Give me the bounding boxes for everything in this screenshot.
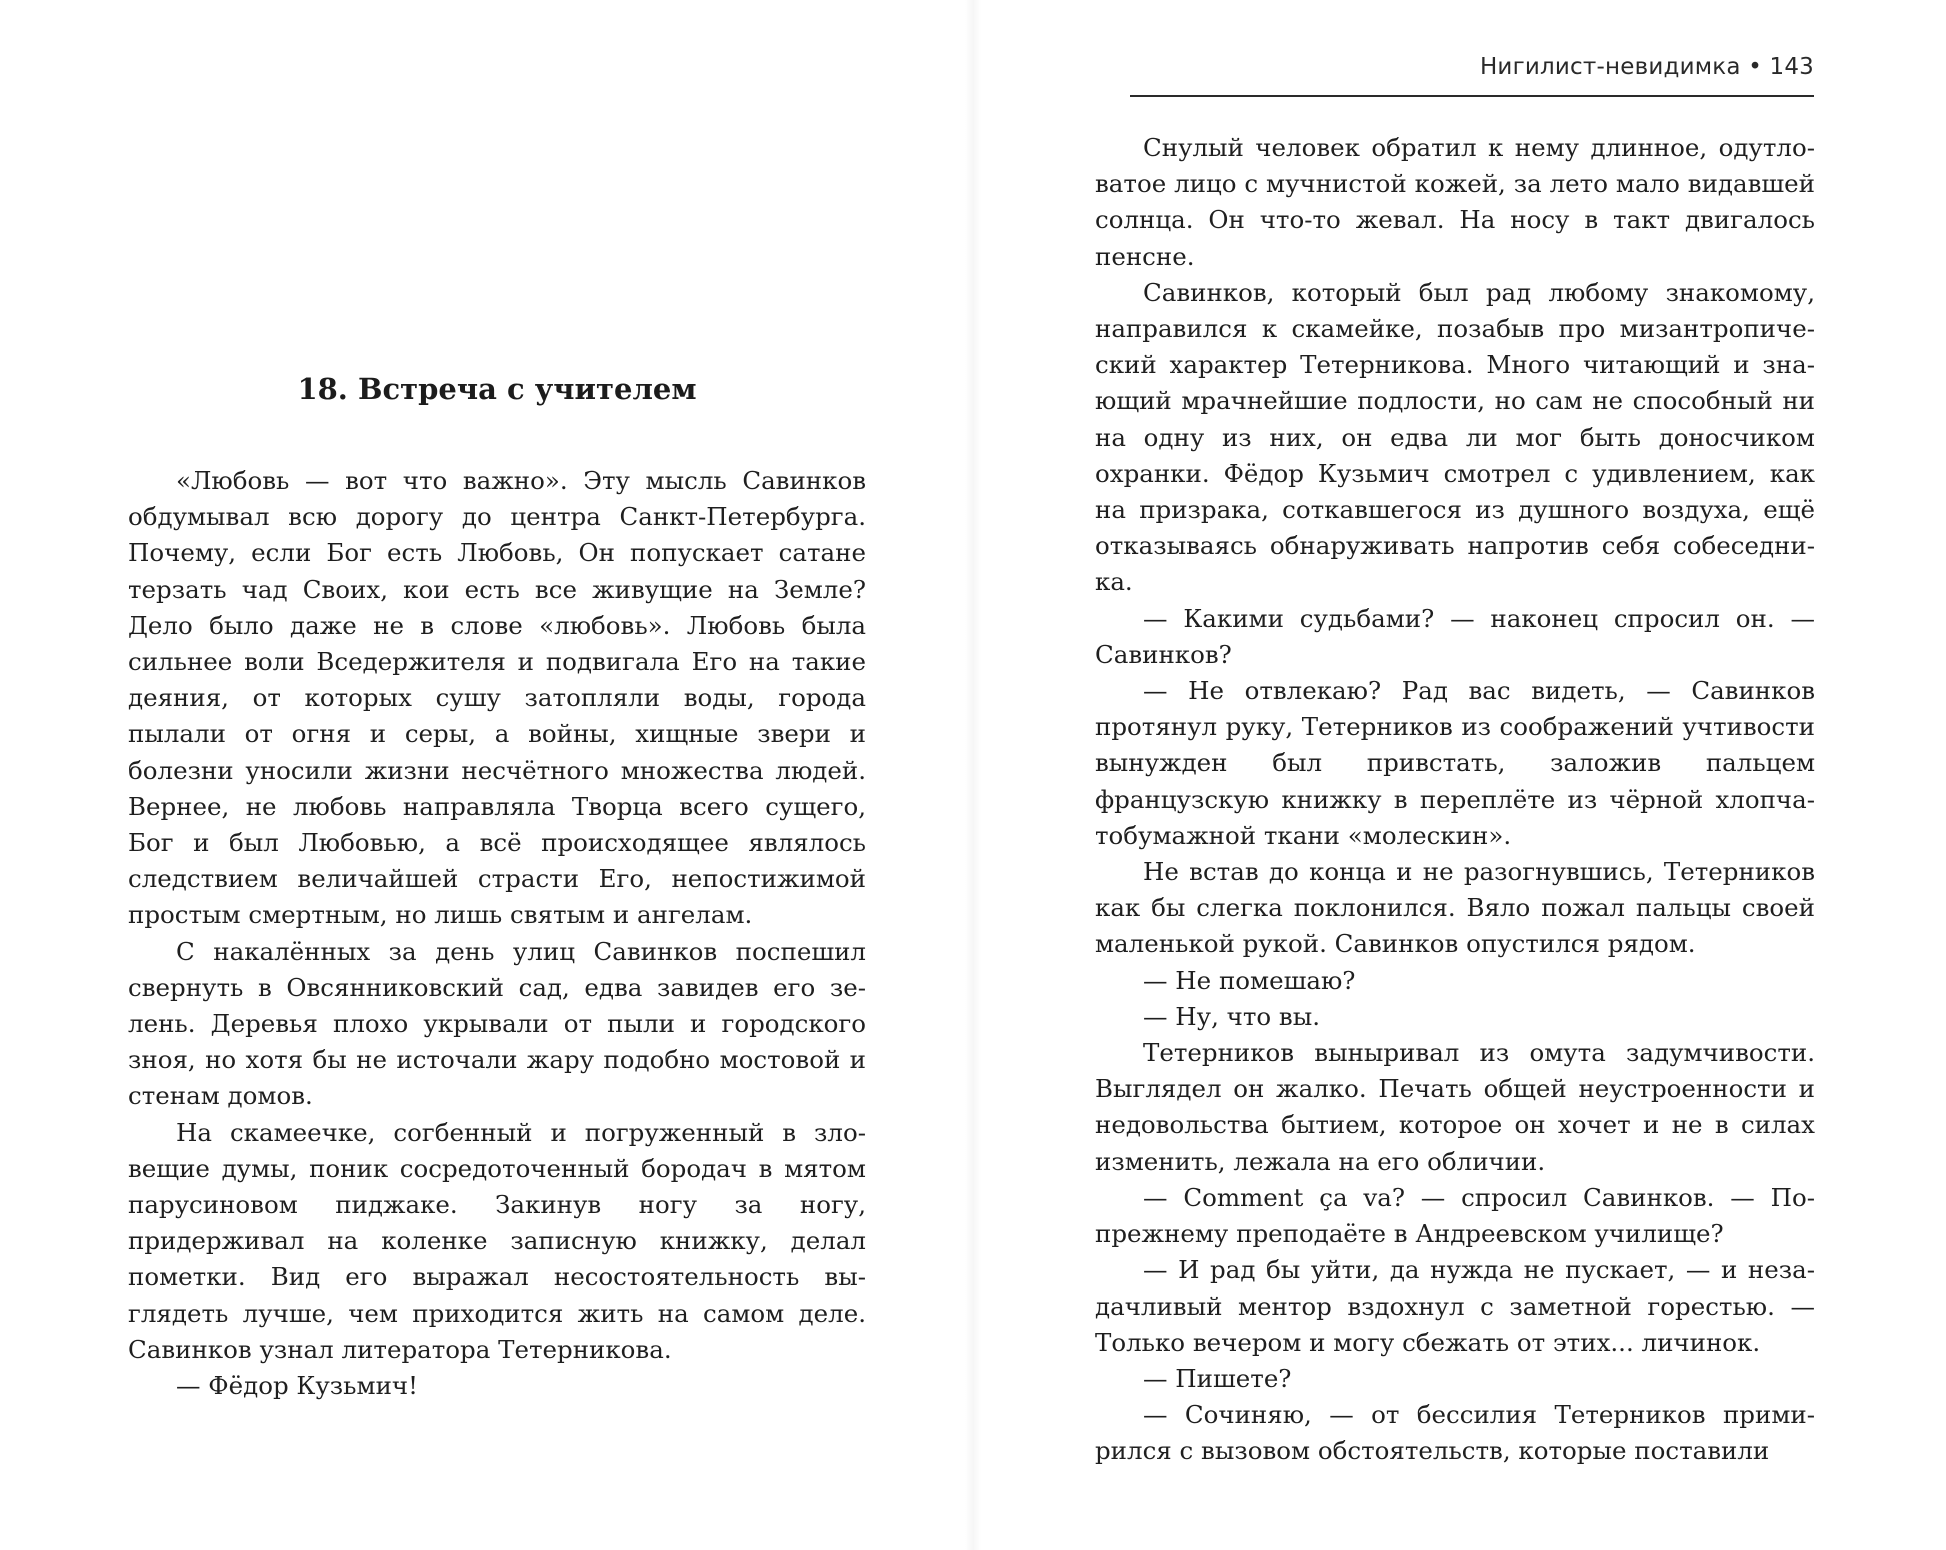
page-number: 143	[1769, 54, 1814, 80]
paragraph: Савинков, который был рад любому знакомому, направился к скамейке, позабыв про мизантропический характер Тетерникова. Много читающий и знающий мрачнейшие подлости, но сам не способный ни на одну из них, он едва ли мог быть доносчиком охранки. Фёдор Кузьмич смотрел с удивлением, как на призрака, соткавшегося из душного воздуха, ещё отказываясь обнаруживать напротив себя собеседника.	[1095, 277, 1815, 597]
paragraph: — Какими судьбами? — наконец спросил он. — Савинков?	[1095, 603, 1815, 669]
header-rule	[1130, 95, 1814, 97]
right-page-text	[1095, 130, 1815, 1470]
left-page-text	[128, 463, 866, 1404]
running-header-title: Нигилист-невидимка	[1479, 54, 1741, 80]
paragraph: «Любовь — вот что важно». Эту мысль Савинков обдумывал всю дорогу до центра Санкт-Петербурга. Почему, если Бог есть Любовь, Он попускает сатане терзать чад Своих, кои есть все живущие на Земле? Дело было даже не в слове «любовь». Любовь была сильнее воли Вседержителя и подвигала Его на такие деяния, от которых сушу затопляли воды, города пылали от огня и серы, а войны, хищные звери и болезни уносили жизни несчётного множества людей. Вернее, не любовь направляла Творца всего сущего, Бог и был Любовью, а всё происходящее являлось следствием величайшей страсти Его, непостижимой простым смертным, но лишь святым и ангелам.	[128, 466, 866, 930]
paragraph: Не встав до конца и не разогнувшись, Тетерников как бы слегка поклонился. Вяло пожал пальцы своей маленькой рукой. Савинков опустился рядом.	[1095, 857, 1815, 959]
paragraph: — Сочиняю, — от бессилия Тетерников примирился с вызовом обстоятельств, которые поставили	[1095, 1400, 1815, 1466]
right-page	[973, 0, 1946, 1550]
chapter-title: 18. Встреча с учителем	[297, 372, 697, 406]
paragraph: — Пишете?	[1143, 1363, 1292, 1393]
paragraph: Снулый человек обратил к нему длинное, одутловатое лицо с мучнистой кожей, за лето мало видавшей солнца. Он что-то жевал. На носу в такт двигалось пенсне.	[1095, 133, 1815, 271]
paragraph: — Не помешаю?	[1143, 965, 1356, 995]
paragraph: На скамеечке, согбенный и погруженный в зловещие думы, поник сосредоточенный бородач в мятом парусиновом пиджаке. Закинув ногу за ногу, придерживал на коленке записную книжку, делал пометки. Вид его выражал несостоятельность выглядеть лучше, чем приходится жить на самом деле. Савинков узнал литератора Тетерникова.	[128, 1117, 866, 1364]
paragraph: — Фёдор Кузьмич!	[176, 1371, 418, 1401]
paragraph: — Ну, что вы.	[1143, 1001, 1321, 1031]
paragraph: С накалённых за день улиц Савинков поспешил свернуть в Овсянниковский сад, едва завидев его зелень. Деревья плохо укрывали от пыли и городского зноя, но хотя бы не источали жару подобно мостовой и стенам домов.	[128, 936, 866, 1111]
running-header-separator: •	[1748, 54, 1762, 80]
paragraph: — И рад бы уйти, да нужда не пускает, — и незадачливый ментор вздохнул с заметной горестью. — Только вечером и могу сбежать от этих... личинок.	[1095, 1255, 1815, 1357]
paragraph: Тетерников выныривал из омута задумчивости. Выглядел он жалко. Печать общей неустроенности и недовольства бытием, которое он хочет и не в силах изменить, лежала на его обличии.	[1095, 1038, 1815, 1176]
paragraph: — Comment ça va? — спросил Савинков. — Попрежнему преподаёте в Андреевском училище?	[1095, 1182, 1815, 1249]
paragraph: — Не отвлекаю? Рад вас видеть, — Савинков протянул руку, Тетерников из соображений учтивости вынужден был привстать, заложив пальцем французскую книжку в переплёте из чёрной хлопчатобумажной ткани «молескин».	[1095, 676, 1815, 850]
running-header	[1130, 54, 1814, 80]
